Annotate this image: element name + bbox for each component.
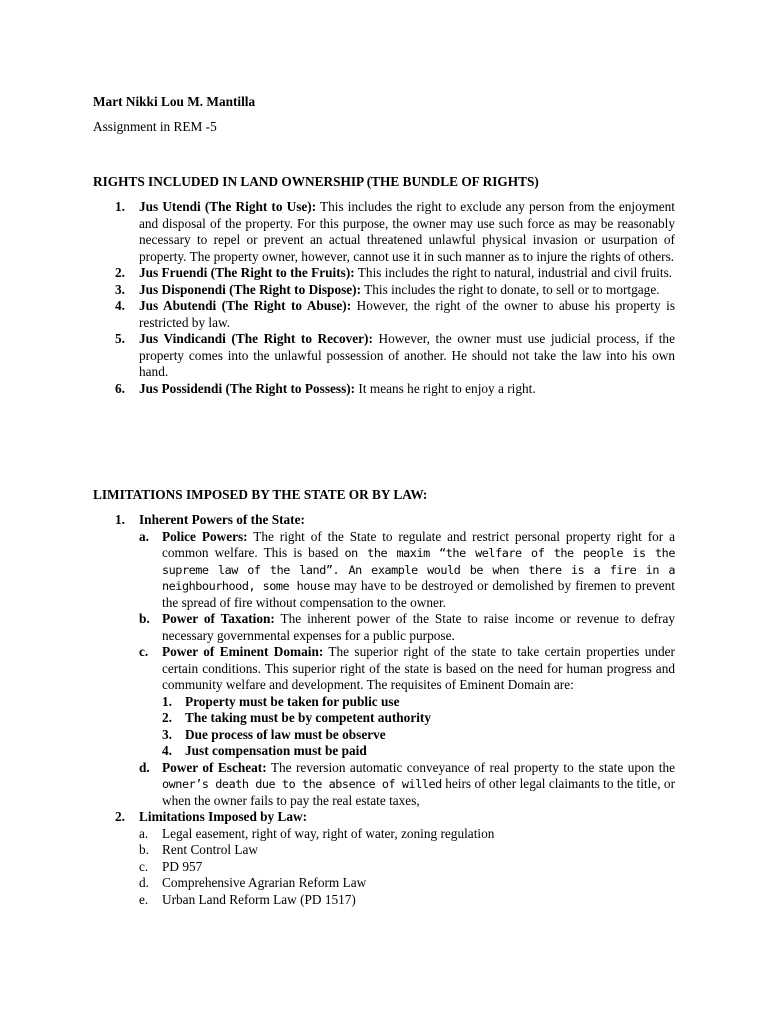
item-term: Police Powers:: [162, 528, 248, 544]
item-text: Rent Control Law: [162, 842, 259, 857]
law-item: [139, 826, 675, 843]
item-number: 1.: [115, 199, 125, 214]
item-text: The reversion automatic conveyance of real property to the state upon the: [266, 759, 675, 775]
item-text: heirs of other legal claimants to the title, or when the owner fails to pay the real estate taxes,: [162, 776, 675, 808]
item-number: 1.: [115, 512, 125, 527]
requisite-text: The taking must be by competent authority: [185, 710, 431, 725]
item-term: Power of Eminent Domain:: [162, 644, 324, 659]
limitations-list: [93, 512, 675, 908]
inherent-powers-section: [93, 512, 675, 809]
item-text: may have to be destroyed or demolished by firemen to prevent the spread of fire without compensation to the owner.: [162, 578, 676, 610]
item-letter: d.: [139, 759, 150, 775]
item-number: 2.: [115, 265, 125, 280]
list-item: [93, 199, 675, 265]
item-text: This includes the right to exclude any person from the enjoyment and disposal of the property. For this purpose, the owner may use such force as may be reasonably necessary to repel or prevent an actual threatened unlawful physical invasion or usurpation of property. The property owner, however, cannot use it in such manner as to injure the rights of others.: [139, 199, 675, 264]
requisite-text: Due process of law must be observe: [185, 726, 386, 742]
item-letter: c.: [139, 644, 149, 659]
item-term: Jus Utendi (The Right to Use):: [139, 199, 317, 214]
item-text: The inherent power of the State to raise income or revenue to defray necessary governmental expenses for a public purpose.: [162, 611, 675, 643]
item-number: 1.: [162, 693, 172, 709]
item-letter: b.: [139, 611, 150, 626]
list-item: [93, 381, 675, 398]
item-text: However, the owner must use judicial process, if the property comes into the unlawful possession of another. He should not take the law into his own hand.: [139, 331, 675, 379]
item-number: 4.: [162, 743, 172, 758]
item-letter: a.: [139, 528, 149, 544]
item-text-mono: owner’s death due to the absence of willed: [162, 777, 442, 791]
inherent-powers-title: Inherent Powers of the State:: [139, 512, 305, 527]
item-term: Jus Possidendi (The Right to Possess):: [139, 380, 356, 396]
item-number: 2.: [162, 710, 172, 725]
item-letter: b.: [139, 842, 149, 857]
law-item: [139, 842, 675, 859]
eminent-domain-item: [139, 644, 675, 760]
law-item: [139, 859, 675, 876]
item-number: 3.: [115, 281, 125, 297]
item-text: This includes the right to donate, to sell or to mortgage.: [361, 281, 660, 297]
item-letter: c.: [139, 858, 149, 874]
list-item: [93, 331, 675, 381]
item-term: Jus Abutendi (The Right to Abuse):: [139, 298, 352, 313]
requisite-item: [162, 743, 675, 760]
list-item: [93, 298, 675, 331]
requisite-item: [162, 710, 675, 727]
item-term: Jus Disponendi (The Right to Dispose):: [139, 281, 362, 297]
item-term: Jus Fruendi (The Right to the Fruits):: [139, 265, 355, 280]
item-letter: d.: [139, 875, 149, 890]
item-number: 5.: [115, 331, 125, 346]
section-heading-limitations: LIMITATIONS IMPOSED BY THE STATE OR BY LAW:: [93, 487, 428, 502]
item-text: Comprehensive Agrarian Reform Law: [162, 875, 367, 890]
item-letter: a.: [139, 825, 149, 841]
item-number: 2.: [115, 809, 125, 824]
item-term: Jus Vindicandi (The Right to Recover):: [139, 331, 373, 346]
item-term: Power of Taxation:: [162, 611, 275, 626]
item-text: Urban Land Reform Law (PD 1517): [162, 891, 356, 907]
assignment-title: Assignment in REM -5: [93, 119, 217, 134]
section-heading-rights: RIGHTS INCLUDED IN LAND OWNERSHIP (THE BUNDLE OF RIGHTS): [93, 174, 539, 189]
limitations-by-law-section: [93, 809, 675, 908]
police-powers-item: [139, 529, 675, 612]
item-text-mono: on the maxim “the welfare of the people is the supreme law of the land”. An example would be when there is a fire in a neighbourhood, some house: [162, 546, 675, 593]
requisite-item: [162, 727, 675, 744]
rights-list: [93, 199, 675, 397]
item-term: Power of Escheat:: [162, 759, 267, 775]
law-item: [139, 892, 675, 909]
item-number: 6.: [115, 380, 125, 396]
list-item: [93, 282, 675, 299]
law-item: [139, 875, 675, 892]
taxation-item: [139, 611, 675, 644]
item-text: This includes the right to natural, industrial and civil fruits.: [354, 265, 673, 280]
item-number: 4.: [115, 298, 125, 313]
item-text: The right of the State to regulate and restrict personal property right for a common welfare. This is based: [162, 528, 675, 560]
item-text: PD 957: [162, 858, 203, 874]
requisite-text: Just compensation must be paid: [185, 743, 367, 758]
author-name: Mart Nikki Lou M. Mantilla: [93, 94, 256, 109]
item-text: However, the right of the owner to abuse his property is restricted by law.: [139, 298, 675, 330]
item-text: Legal easement, right of way, right of water, zoning regulation: [162, 825, 495, 841]
limitations-by-law-title: Limitations Imposed by Law:: [139, 809, 308, 824]
item-text: The superior right of the state to take certain properties under certain conditions. This superior right of the state is based on the need for human progress and community welfare and development. The requisites of Eminent Domain are:: [162, 644, 675, 692]
list-item: [93, 265, 675, 282]
escheat-item: [139, 760, 675, 810]
item-number: 3.: [162, 726, 172, 742]
requisite-text: Property must be taken for public use: [185, 693, 400, 709]
item-text: It means he right to enjoy a right.: [355, 380, 536, 396]
item-letter: e.: [139, 891, 149, 907]
requisite-item: [162, 694, 675, 711]
